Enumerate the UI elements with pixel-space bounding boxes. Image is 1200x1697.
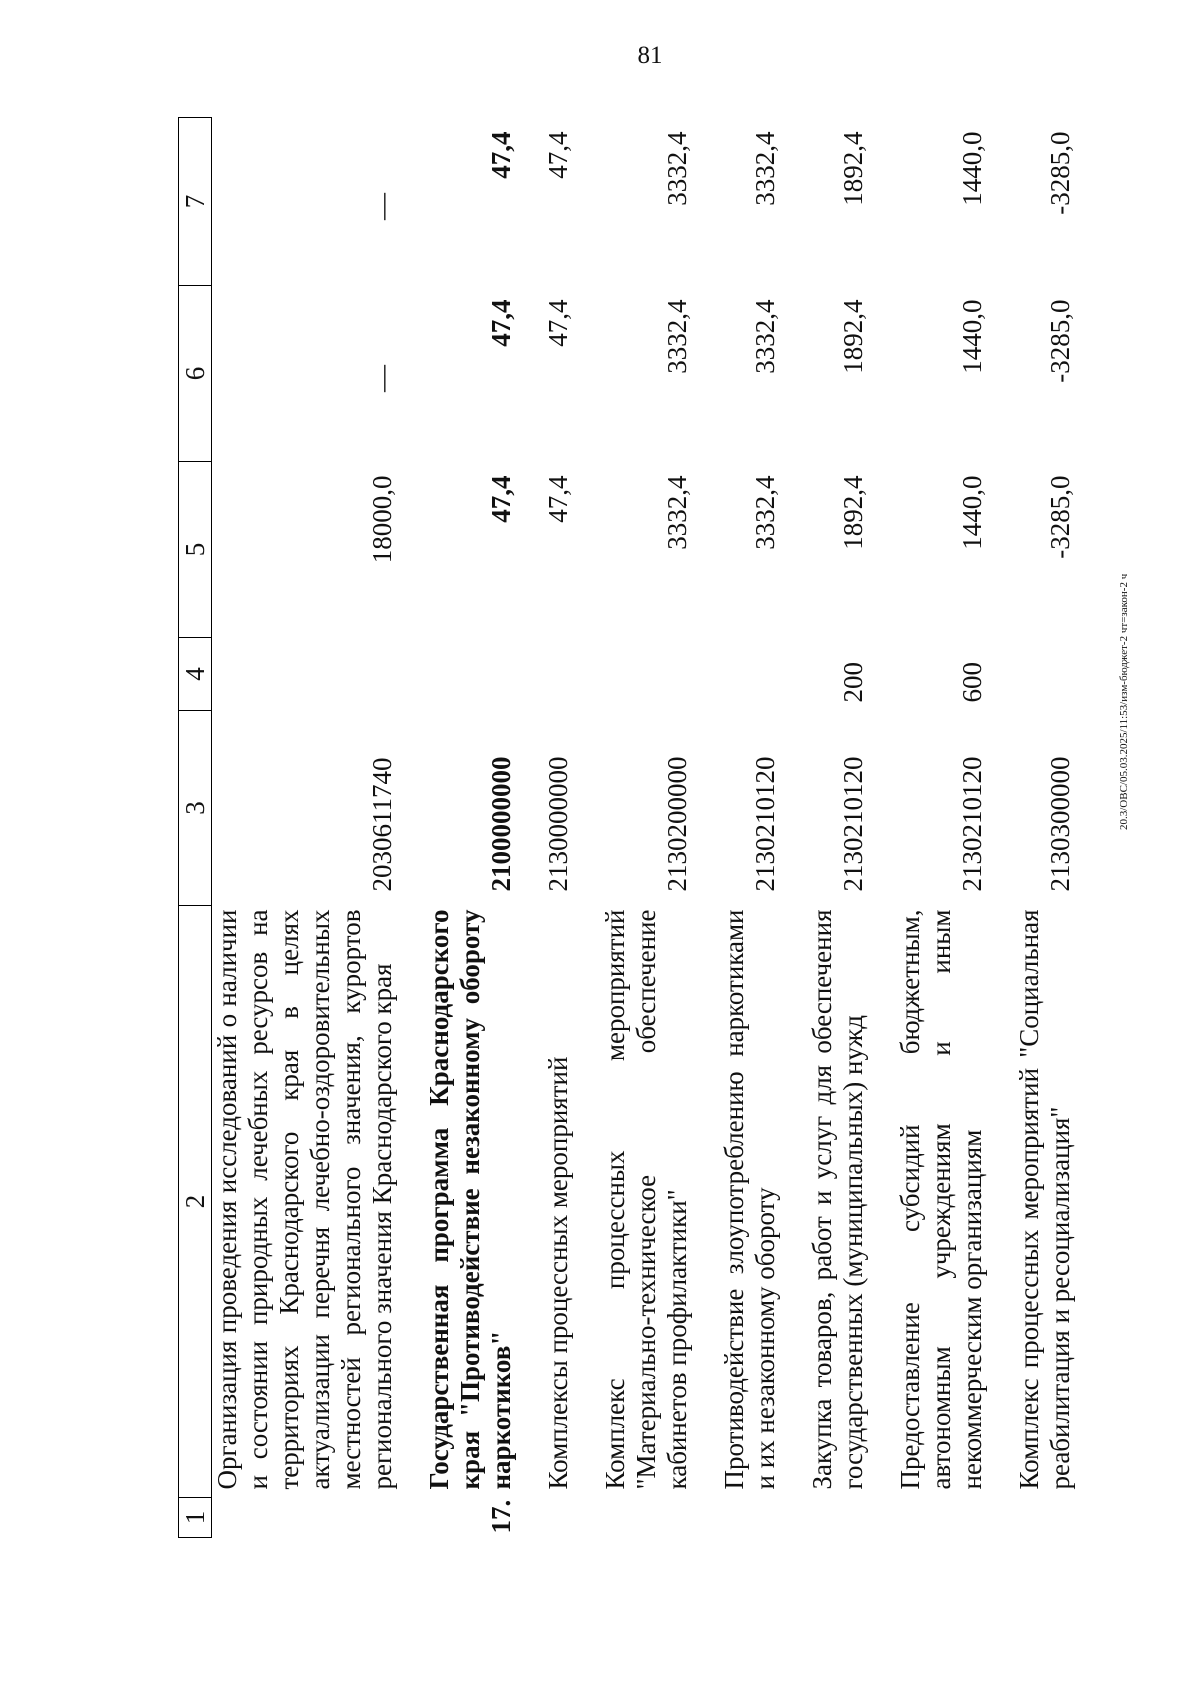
row-name: Закупка товаров, работ и услуг для обеспечения государственных (муниципальных) нужд [807,909,868,1490]
amount-col-7: 3332,4 [662,131,692,206]
row-name: Противодействие злоупотреблению наркотиками и их незаконному обороту [719,909,780,1490]
footer-document-code: 20.3/OBC/05.03.2025/11:53/изм-бюджет-2 чт=закон-2 ч [1118,573,1130,830]
header-col-3: 3 [179,711,212,906]
expense-type-code: 200 [838,662,868,703]
target-article-code: 2130000000 [543,756,573,892]
expense-type-code [580,638,699,711]
amount-col-5: 3332,4 [750,475,780,550]
table-row [212,118,405,1538]
row-number [580,1498,699,1538]
amount-col-5: -3285,0 [1045,475,1075,559]
amount-col-7: 1892,4 [838,131,868,206]
row-number [875,1498,994,1538]
row-number [523,1498,580,1538]
target-article-code: 2100000000 [486,756,516,892]
amount-col-5: 18000,0 [367,475,397,564]
amount-col-7: — [367,193,397,220]
expense-type-code [699,638,787,711]
table-row [994,118,1082,1538]
amount-col-5: 1440,0 [957,475,987,550]
row-number [787,1498,875,1538]
expense-type-code: 600 [957,662,987,703]
amount-col-5: 1892,4 [838,475,868,550]
header-col-4: 4 [179,638,212,711]
amount-col-7: -3285,0 [1045,131,1075,215]
rotated-table-container [178,118,1098,1538]
expense-type-code [994,638,1082,711]
row-number [699,1498,787,1538]
amount-col-5: 3332,4 [662,475,692,550]
amount-col-5: 47,4 [543,475,573,523]
amount-col-6: 1892,4 [838,299,868,374]
row-name: Предоставление субсидий бюджетным, автономным учреждениям и иным некоммерческим организациям [895,909,987,1490]
target-article-code: 2130200000 [662,756,692,892]
header-row [179,118,212,1538]
budget-table [178,117,1082,1538]
amount-col-6: 3332,4 [750,299,780,374]
row-name: Комплекс процессных мероприятий "Социальная реабилитация и ресоциализация" [1014,909,1075,1490]
row-name: Государственная программа Краснодарского края "Противодействие незаконному обороту наркотиков" [424,909,516,1490]
amount-col-6: 47,4 [486,299,516,347]
table-row [404,118,523,1538]
expense-type-code [404,638,523,711]
table-row [787,118,875,1538]
amount-col-7: 47,4 [486,131,516,179]
row-number [212,1498,405,1538]
target-article-code: 2130210120 [750,756,780,892]
target-article-code: 2130210120 [957,756,987,892]
table-row [523,118,580,1538]
header-col-7: 7 [179,118,212,286]
table-row [580,118,699,1538]
amount-col-7: 1440,0 [957,131,987,206]
target-article-code: 2130210120 [838,756,868,892]
amount-col-6: 1440,0 [957,299,987,374]
amount-col-7: 47,4 [543,131,573,179]
row-name: Комплекс процессных мероприятий "Материально-техническое обеспечение кабинетов профилактики" [600,909,692,1490]
table-row [699,118,787,1538]
header-col-2: 2 [179,906,212,1498]
header-col-5: 5 [179,462,212,638]
amount-col-7: 3332,4 [750,131,780,206]
expense-type-code [523,638,580,711]
header-col-6: 6 [179,286,212,462]
expense-type-code [212,638,405,711]
amount-col-6: 3332,4 [662,299,692,374]
row-name: Комплексы процессных мероприятий [543,1056,573,1490]
row-name: Организация проведения исследований о наличии и состоянии природных лечебных ресурсов на территориях Краснодарского края в целях актуализации перечня лечебно-оздоровительных местностей регионального значения, курортов регионального значения Краснодарского края [212,909,397,1490]
row-number: 17. [486,1499,516,1534]
header-col-1: 1 [179,1498,212,1538]
page-number: 81 [637,42,663,69]
row-number [994,1498,1082,1538]
target-article-code: 2030611740 [367,757,397,892]
amount-col-6: — [367,365,397,392]
amount-col-6: -3285,0 [1045,299,1075,383]
amount-col-5: 47,4 [486,475,516,523]
table-row [875,118,994,1538]
amount-col-6: 47,4 [543,299,573,347]
target-article-code: 2130300000 [1045,756,1075,892]
